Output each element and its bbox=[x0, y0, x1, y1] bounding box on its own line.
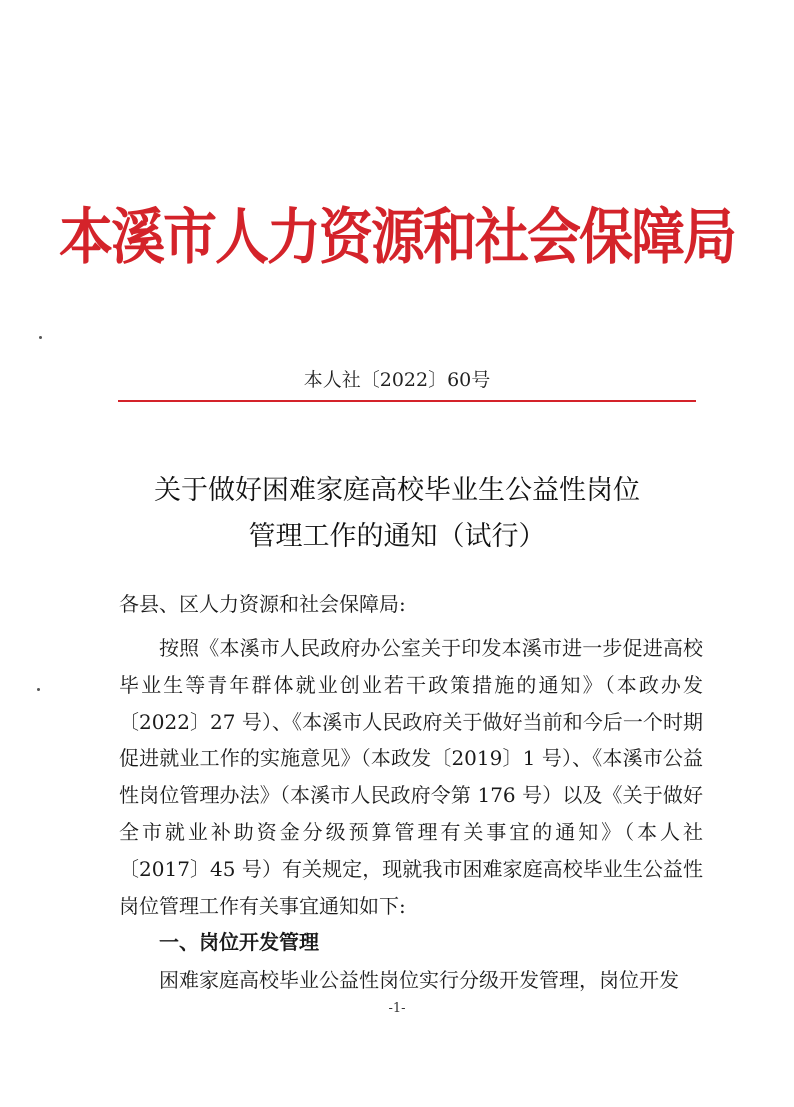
paragraph-1: 按照《本溪市人民政府办公室关于印发本溪市进一步促进高校毕业生等青年群体就业创业若干政策措施的通知》（本政办发〔2022〕27 号）、《本溪市人民政府关于做好当前和今后一个时期促进就业工作的实施意见》（本政发〔2019〕1 号）、《本溪市公益性岗位管理办法》（本溪市人民政府令第 176 号）以及《关于做好全市就业补助资金分级预算管理有关事宜的通知》（本人社〔2017〕45 号）有关规定，现就我市困难家庭高校毕业生公益性岗位管理工作有关事宜通知如下: bbox=[119, 636, 703, 918]
title-line-1: 关于做好困难家庭高校毕业生公益性岗位 bbox=[154, 475, 640, 506]
page-number: -1- bbox=[388, 1001, 406, 1016]
section-1-heading: 一、岗位开发管理 bbox=[159, 930, 319, 954]
scan-speck bbox=[37, 688, 40, 691]
document-title bbox=[0, 468, 794, 560]
paragraph-2: 困难家庭高校毕业公益性岗位实行分级开发管理，岗位开发 bbox=[159, 968, 679, 992]
issuer-header: 本溪市人力资源和社会保障局 bbox=[59, 200, 735, 272]
red-divider bbox=[118, 400, 696, 402]
document-number: 本人社〔2022〕60号 bbox=[303, 369, 491, 391]
salutation: 各县、区人力资源和社会保障局: bbox=[119, 592, 406, 616]
title-line-2: 管理工作的通知（试行） bbox=[248, 521, 546, 552]
scan-speck bbox=[39, 336, 42, 339]
